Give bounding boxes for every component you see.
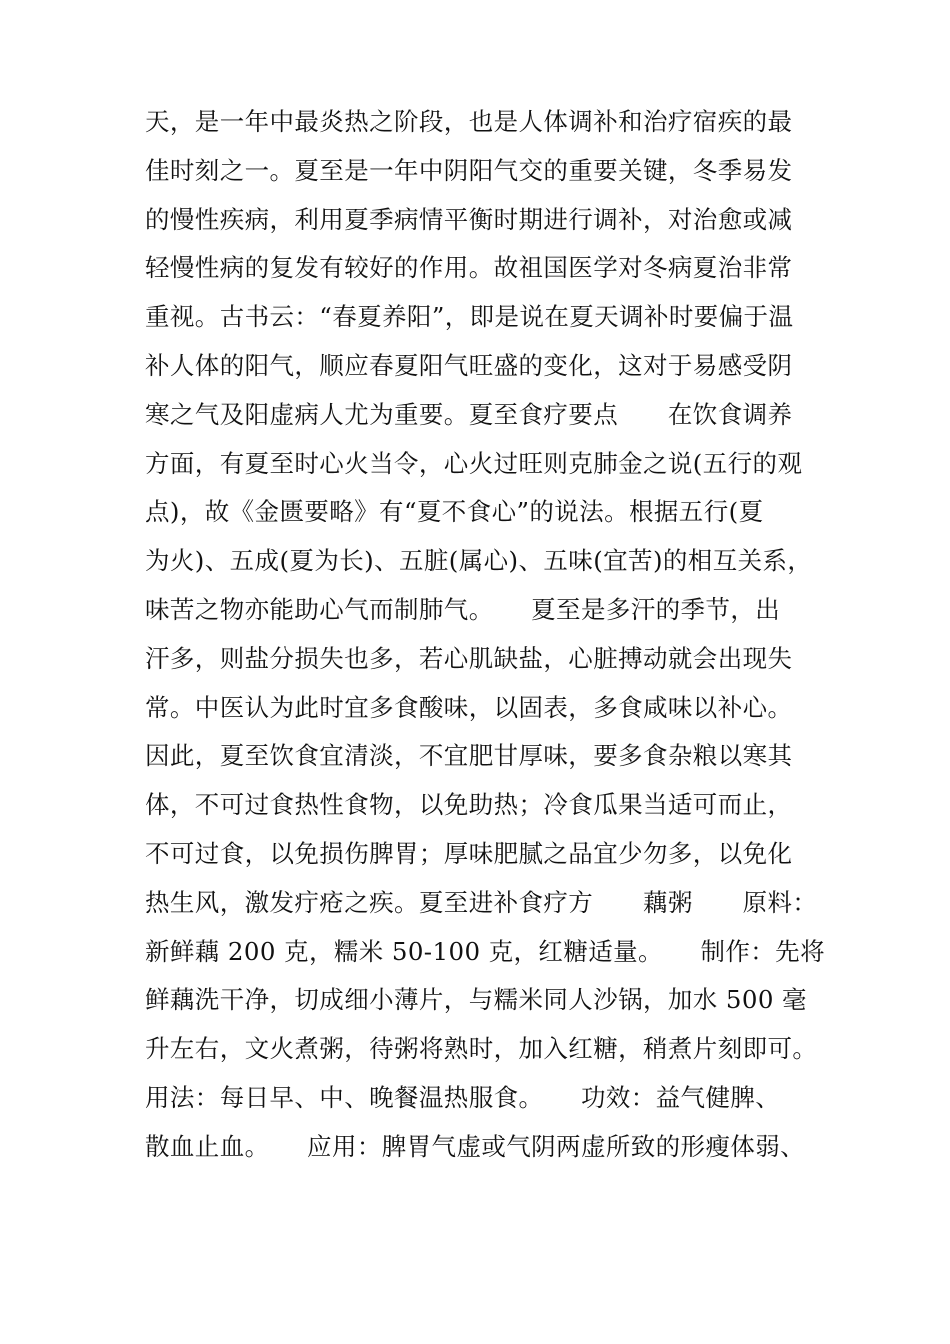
text-line: 常。中医认为此时宜多食酸味，以固表，多食咸味以补心。 [145, 692, 793, 722]
text-line: 汗多，则盐分损失也多，若心肌缺盐，心脏搏动就会出现失 [145, 643, 793, 673]
body-text [145, 98, 825, 1172]
text-line: 佳时刻之一。夏至是一年中阴阳气交的重要关键，冬季易发 [145, 155, 793, 185]
text-line: 热生风，激发疔疮之疾。夏至进补食疗方 藕粥 原料： [145, 887, 818, 917]
text-line: 重视。古书云：“春夏养阳”，即是说在夏天调补时要偏于温 [145, 302, 794, 332]
text-line: 新鲜藕 200 克，糯米 50-100 克，红糖适量。 制作：先将 [145, 936, 825, 966]
text-line: 方面，有夏至时心火当令，心火过旺则克肺金之说(五行的观 [145, 448, 803, 478]
text-line: 补人体的阳气，顺应春夏阳气旺盛的变化，这对于易感受阴 [145, 350, 793, 380]
text-line: 升左右，文火煮粥，待粥将熟时，加入红糖，稍煮片刻即可。 [145, 1034, 818, 1064]
text-line: 散血止血。 应用：脾胃气虚或气阴两虚所致的形瘦体弱、 [145, 1131, 806, 1161]
text-line: 味苦之物亦能助心气而制肺气。 夏至是多汗的季节，出 [145, 594, 781, 624]
text-line: 为火)、五成(夏为长)、五脏(属心)、五味(宜苦)的相互关系， [145, 546, 813, 576]
text-line: 体，不可过食热性食物，以免助热；冷食瓜果当适可而止， [145, 790, 793, 820]
text-line: 点)，故《金匮要略》有“夏不食心”的说法。根据五行(夏 [145, 497, 764, 527]
text-line: 的慢性疾病，利用夏季病情平衡时期进行调补，对治愈或减 [145, 204, 793, 234]
text-line: 因此，夏至饮食宜清淡，不宜肥甘厚味，要多食杂粮以寒其 [145, 741, 793, 771]
text-line: 寒之气及阳虚病人尤为重要。夏至食疗要点 在饮食调养 [145, 399, 793, 429]
text-line: 轻慢性病的复发有较好的作用。故祖国医学对冬病夏治非常 [145, 253, 793, 283]
text-line: 天，是一年中最炎热之阶段，也是人体调补和治疗宿疾的最 [145, 107, 793, 136]
text-line: 鲜藕洗干净，切成细小薄片，与糯米同人沙锅，加水 500 毫 [145, 985, 807, 1015]
text-line: 不可过食，以免损伤脾胃；厚味肥腻之品宜少勿多，以免化 [145, 838, 793, 868]
text-line: 用法：每日早、中、晚餐温热服食。 功效：益气健脾、 [145, 1082, 781, 1112]
